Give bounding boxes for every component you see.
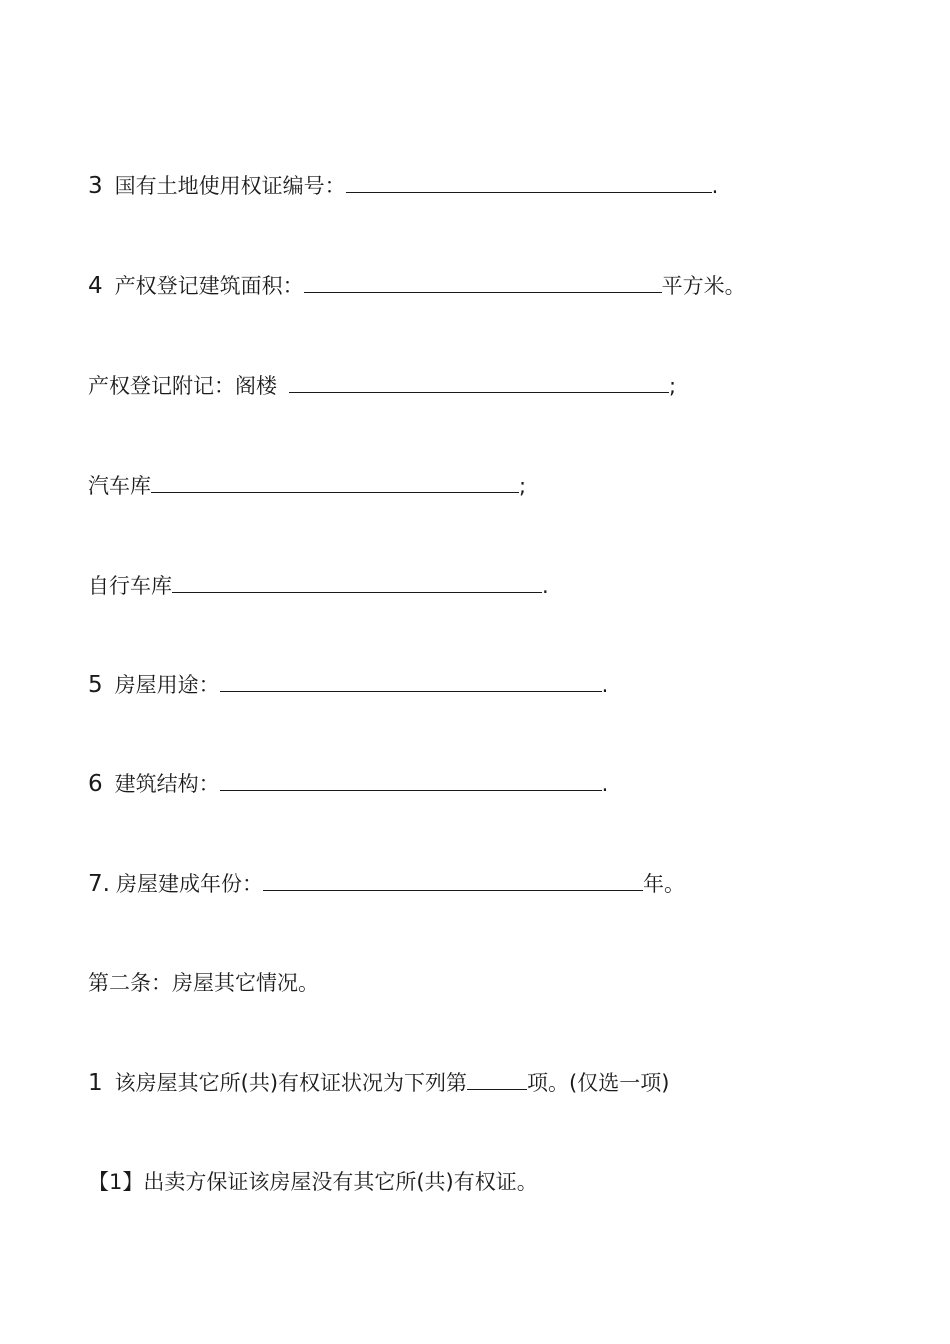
structure-label: 建筑结构： bbox=[114, 772, 220, 796]
area-line bbox=[88, 270, 746, 301]
item-number: 3 bbox=[88, 173, 103, 199]
garage-suffix: ; bbox=[519, 474, 527, 498]
article-2-label: 第二条：房屋其它情况。 bbox=[88, 971, 319, 995]
other-rights-label: 该房屋其它所(共)有权证状况为下列第 bbox=[114, 1071, 468, 1095]
bike-garage-line bbox=[88, 570, 549, 601]
article-2-heading bbox=[88, 968, 319, 998]
item-number: 4 bbox=[88, 273, 103, 299]
area-blank[interactable] bbox=[304, 270, 662, 293]
usage-line bbox=[88, 669, 608, 700]
bike-garage-suffix: . bbox=[542, 574, 549, 598]
area-suffix: 平方米。 bbox=[661, 274, 746, 298]
area-label: 产权登记建筑面积： bbox=[114, 274, 304, 298]
land-cert-suffix: . bbox=[711, 174, 719, 198]
item-number: 7. bbox=[88, 871, 110, 897]
option-1-label: 【1】出卖方保证该房屋没有其它所(共)有权证。 bbox=[88, 1170, 538, 1194]
option-1-line bbox=[88, 1167, 538, 1197]
item-number: 5 bbox=[88, 672, 103, 698]
garage-label: 汽车库 bbox=[88, 474, 151, 498]
attic-label: 产权登记附记：阁楼 bbox=[88, 374, 277, 398]
other-rights-line bbox=[88, 1067, 669, 1098]
bike-garage-label: 自行车库 bbox=[88, 574, 172, 598]
garage-line bbox=[88, 470, 526, 501]
structure-line bbox=[88, 768, 608, 799]
item-number: 6 bbox=[88, 771, 103, 797]
attic-blank[interactable] bbox=[289, 370, 669, 393]
other-rights-blank[interactable] bbox=[467, 1067, 527, 1090]
bike-garage-blank[interactable] bbox=[172, 570, 542, 593]
garage-blank[interactable] bbox=[151, 470, 519, 493]
land-cert-blank[interactable] bbox=[346, 170, 712, 193]
structure-blank[interactable] bbox=[220, 768, 602, 791]
other-rights-suffix: 项。(仅选一项) bbox=[527, 1071, 670, 1095]
year-blank[interactable] bbox=[263, 868, 643, 891]
year-suffix: 年。 bbox=[642, 872, 685, 896]
year-label: 房屋建成年份： bbox=[115, 872, 263, 896]
attic-line bbox=[88, 370, 676, 401]
year-line bbox=[88, 868, 685, 899]
usage-suffix: . bbox=[601, 673, 609, 697]
land-cert-label: 国有土地使用权证编号： bbox=[114, 174, 346, 198]
attic-suffix: ; bbox=[669, 374, 677, 398]
usage-label: 房屋用途： bbox=[114, 673, 220, 697]
structure-suffix: . bbox=[601, 772, 609, 796]
item-number: 1 bbox=[88, 1070, 103, 1096]
usage-blank[interactable] bbox=[220, 669, 602, 692]
land-cert-line bbox=[88, 170, 718, 201]
